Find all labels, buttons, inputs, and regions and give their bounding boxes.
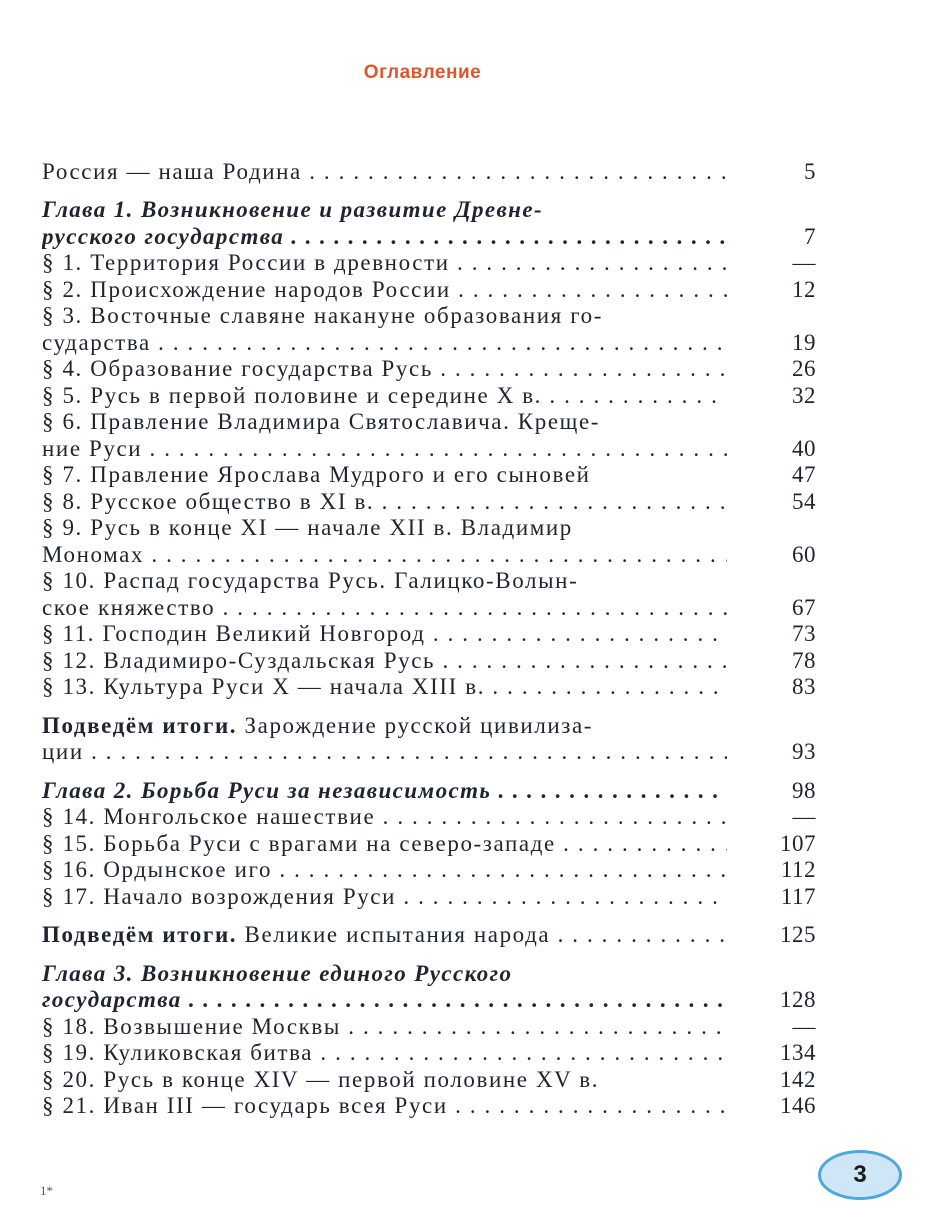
section-gap: [42, 910, 822, 922]
toc-page-number: 32: [792, 382, 816, 408]
toc-entry-title: [42, 197, 727, 223]
toc-page-number: —: [792, 804, 816, 829]
signature-mark: 1*: [40, 1183, 53, 1198]
toc-entry-title: [42, 330, 727, 356]
toc-entry-text: § 11. Господин Великий Новгород: [42, 621, 426, 646]
toc-entry-text: § 21. Иван III — государь всея Руси: [42, 1093, 448, 1118]
toc-entry-text: Россия — наша Родина: [42, 158, 302, 184]
toc-entry[interactable]: [42, 303, 822, 330]
toc-entry-title: [42, 922, 727, 948]
toc-entry[interactable]: [42, 515, 822, 542]
toc-entry-title: [42, 356, 727, 382]
toc-entry[interactable]: [42, 409, 822, 436]
toc-entry[interactable]: [42, 830, 822, 857]
toc-entry-title: [42, 674, 727, 700]
toc-entry-title: [42, 804, 727, 830]
toc-entry-text: ское княжество: [42, 594, 216, 620]
toc-entry[interactable]: [42, 462, 822, 489]
section-gap: [42, 948, 822, 960]
toc-page-number: 98: [792, 777, 816, 803]
toc-entry-text: § 5. Русь в первой половине и середине X в.: [42, 382, 543, 408]
toc-entry-title: [42, 648, 727, 674]
toc-entry[interactable]: [42, 382, 822, 409]
toc-entry-title: [42, 1040, 727, 1066]
toc-entry[interactable]: [42, 712, 822, 739]
toc-entry-title: [42, 595, 727, 621]
toc-entry[interactable]: [42, 594, 822, 621]
toc-page-number: 40: [792, 435, 816, 461]
toc-page-number: —: [792, 250, 816, 275]
toc-page-number: 146: [780, 1093, 816, 1118]
toc-page-number: 112: [780, 857, 816, 882]
toc-page-number: 19: [792, 329, 816, 355]
page-number-badge: 3: [818, 1150, 902, 1200]
toc-entry-text: § 17. Начало возрождения Руси: [42, 883, 397, 909]
toc-entry[interactable]: [42, 647, 822, 674]
toc-entry-title: [42, 1067, 727, 1093]
toc-entry-title: [42, 961, 727, 987]
toc-entry[interactable]: [42, 329, 822, 356]
page-title: Оглавление: [363, 62, 482, 83]
toc-entry-text: ции: [42, 739, 84, 764]
toc-entry-title: [42, 621, 727, 647]
toc-entry[interactable]: [42, 250, 822, 277]
toc-entry[interactable]: [42, 223, 822, 250]
toc-entry-title: [42, 568, 727, 594]
toc-entry-title: [42, 436, 727, 462]
toc-entry-title: [42, 1093, 727, 1119]
toc-page-number: 7: [804, 223, 816, 249]
toc-entry[interactable]: [42, 1013, 822, 1040]
toc-entry[interactable]: [42, 804, 822, 831]
section-gap: [42, 765, 822, 777]
toc-entry-title: [42, 1014, 727, 1040]
toc-entry[interactable]: [42, 674, 822, 701]
toc-entry-title: [42, 383, 727, 409]
toc-entry-text: § 20. Русь в конце XIV — первой половине XV в.: [42, 1066, 600, 1092]
toc-entry-text: § 2. Происхождение народов России: [42, 276, 451, 302]
toc-page-number: 78: [792, 647, 816, 673]
toc-page-number: 128: [780, 987, 816, 1012]
toc-page-number: 83: [792, 674, 816, 699]
toc-entry-title: [42, 277, 727, 303]
toc-entry-text: Зарождение русской цивилиза-: [244, 712, 594, 738]
summary-label: Подведём итоги.: [42, 922, 238, 947]
toc-page-number: 60: [792, 541, 816, 567]
toc-entry[interactable]: [42, 197, 822, 224]
toc-entry-title: [42, 713, 727, 739]
toc-entry-title: [42, 250, 727, 276]
toc-entry-title: [42, 542, 727, 568]
toc-entry-title: [42, 515, 727, 541]
toc-entry-text: § 9. Русь в конце XI — начале XII в. Владимир: [42, 515, 573, 540]
toc-entry-text: § 16. Ордынское иго: [42, 857, 273, 882]
toc-entry-text: Глава 3. Возникновение единого Русского: [42, 960, 513, 986]
toc-page-number: 12: [792, 276, 816, 302]
toc-entry-text: § 1. Территория России в древности: [42, 250, 450, 275]
toc-page-number: 67: [792, 594, 816, 620]
toc-entry[interactable]: [42, 488, 822, 515]
toc-entry[interactable]: [42, 356, 822, 383]
toc-entry-title: [42, 857, 727, 883]
toc-entry-title: [42, 987, 727, 1013]
toc-page-number: 134: [780, 1040, 816, 1065]
toc-entry-title: [42, 224, 727, 250]
section-gap: [42, 185, 822, 197]
toc-entry-text: § 8. Русское общество в XI в.: [42, 488, 375, 514]
toc-page-number: 117: [780, 883, 816, 909]
toc-page-number: 47: [792, 462, 816, 487]
toc-entry[interactable]: [42, 739, 822, 766]
toc-page-number: 5: [804, 158, 816, 184]
toc-entry[interactable]: [42, 987, 822, 1014]
toc-page-number: 26: [792, 356, 816, 381]
toc-entry-title: [42, 409, 727, 435]
toc-entry[interactable]: [42, 883, 822, 910]
toc-entry-title: [42, 831, 727, 857]
toc-entry-title: [42, 489, 727, 515]
toc-entry[interactable]: [42, 276, 822, 303]
toc-entry-text: § 15. Борьба Руси с врагами на северо-западе: [42, 830, 556, 856]
toc-entry[interactable]: [42, 435, 822, 462]
toc-entry[interactable]: [42, 621, 822, 648]
toc-entry-text: государства: [42, 987, 182, 1012]
toc-entry[interactable]: [42, 857, 822, 884]
toc-entry-title: [42, 159, 727, 185]
toc-page-number: 125: [780, 922, 816, 947]
summary-label: Подведём итоги.: [42, 712, 238, 738]
toc-page-number: 142: [780, 1066, 816, 1092]
toc-entry-title: [42, 303, 727, 329]
toc-entry-text: § 13. Культура Руси X — начала XIII в.: [42, 674, 486, 699]
toc-entry-text: § 12. Владимиро-Суздальская Русь: [42, 647, 436, 673]
toc-entry-text: Глава 2. Борьба Руси за независимость: [42, 777, 492, 803]
toc-entry-text: § 6. Правление Владимира Святославича. Креще-: [42, 409, 601, 434]
toc-entry-text: Глава 1. Возникновение и развитие Древне-: [42, 197, 544, 222]
toc-entry[interactable]: [42, 541, 822, 568]
section-gap: [42, 700, 822, 712]
toc-entry-title: [42, 462, 727, 488]
toc-entry[interactable]: [42, 922, 822, 949]
toc-entry-text: § 7. Правление Ярослава Мудрого и его сыновей: [42, 462, 591, 487]
table-of-contents: [42, 158, 822, 1119]
toc-entry-text: § 19. Куликовская битва: [42, 1040, 314, 1065]
toc-entry-text: русского государства: [42, 223, 285, 249]
toc-entry-text: § 14. Монгольское нашествие: [42, 804, 376, 829]
toc-entry-text: § 18. Возвышение Москвы: [42, 1013, 341, 1039]
toc-entry[interactable]: [42, 158, 822, 185]
toc-entry[interactable]: [42, 1040, 822, 1067]
toc-entry-text: сударства: [42, 329, 151, 355]
toc-entry[interactable]: [42, 1093, 822, 1120]
toc-page-number: 107: [780, 830, 816, 856]
toc-page-number: 93: [792, 739, 816, 764]
toc-entry-text: § 4. Образование государства Русь: [42, 356, 433, 381]
toc-entry[interactable]: [42, 777, 822, 804]
toc-page-number: —: [792, 1013, 816, 1039]
toc-entry-title: [42, 739, 727, 765]
toc-entry[interactable]: [42, 568, 822, 595]
toc-page-number: 54: [792, 488, 816, 514]
toc-entry[interactable]: [42, 1066, 822, 1093]
toc-entry-title: [42, 778, 727, 804]
toc-entry-text: Великие испытания народа: [244, 922, 551, 947]
toc-entry-text: § 3. Восточные славяне накануне образования го-: [42, 303, 604, 328]
toc-entry-text: Мономах: [42, 541, 145, 567]
toc-entry[interactable]: [42, 960, 822, 987]
toc-entry-title: [42, 884, 727, 910]
toc-entry-text: § 10. Распад государства Русь. Галицко-Волын-: [42, 568, 579, 593]
toc-page-number: 73: [792, 621, 816, 646]
toc-entry-text: ние Руси: [42, 435, 143, 461]
